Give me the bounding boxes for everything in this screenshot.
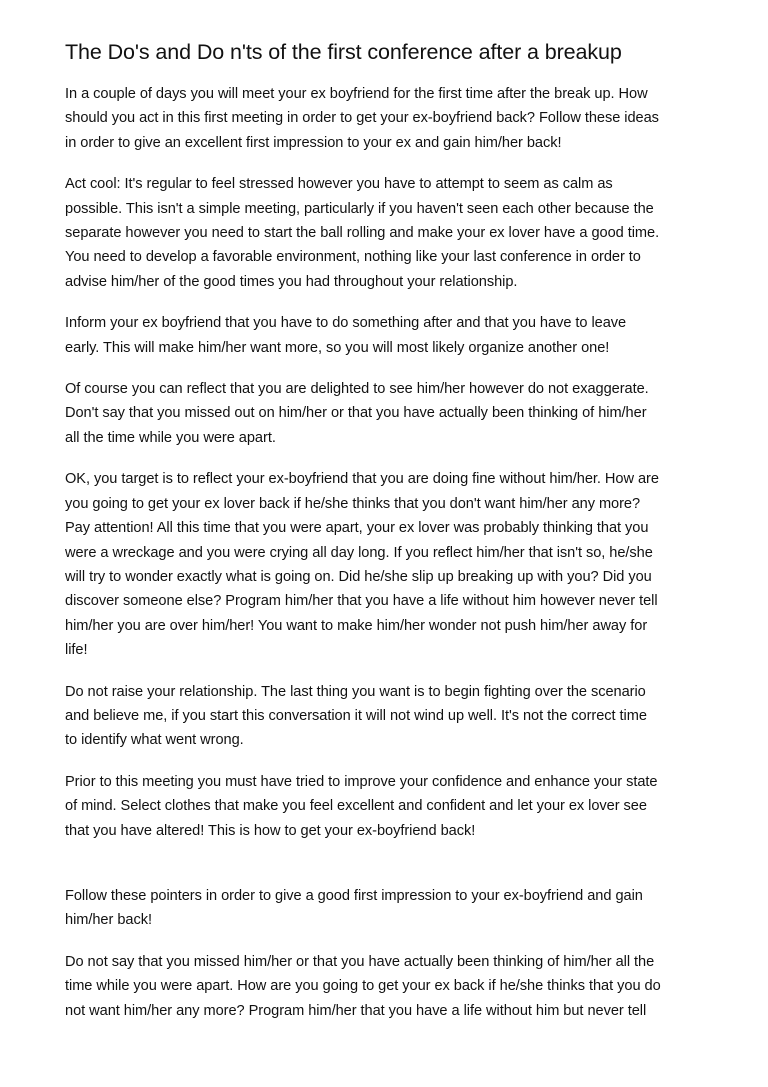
text-line: should you act in this first meeting in order to get your ex-boyfriend back? Follow these ideas: [65, 110, 659, 127]
text-line: to identify what went wrong.: [65, 732, 244, 749]
paragraph-act-cool: [65, 172, 725, 294]
paragraph-intro: [65, 82, 725, 155]
paragraph-follow-pointers: [65, 884, 725, 933]
text-line: Do not say that you missed him/her or that you have actually been thinking of him/her all the: [65, 953, 655, 970]
text-line: early. This will make him/her want more, so you will most likely organize another one!: [65, 339, 610, 356]
text-line: discover someone else? Program him/her that you have a life without him however never tell: [65, 593, 658, 610]
text-line: Prior to this meeting you must have tried to improve your confidence and enhance your state: [65, 773, 658, 790]
text-line: You need to develop a favorable environment, nothing like your last conference in order to: [65, 249, 641, 266]
text-line: Pay attention! All this time that you were apart, your ex lover was probably thinking that you: [65, 520, 649, 537]
text-line: time while you were apart. How are you going to get your ex back if he/she thinks that you do: [65, 978, 661, 995]
text-line: In a couple of days you will meet your ex boyfriend for the first time after the break up. How: [65, 86, 648, 102]
text-line: were a wreckage and you were crying all day long. If you reflect him/her that isn't so, he/she: [65, 544, 653, 561]
text-line: Don't say that you missed out on him/her or that you have actually been thinking of him/her: [65, 405, 647, 422]
paragraph-doing-fine: [65, 467, 725, 662]
document-title: The Do's and Do n'ts of the first conference after a breakup: [65, 40, 622, 64]
text-line: not want him/her any more? Program him/her that you have a life without him but never tell: [65, 1002, 647, 1019]
text-line: Inform your ex boyfriend that you have to do something after and that you have to leave: [65, 315, 627, 332]
text-line: life!: [65, 642, 88, 659]
paragraph-leave-early: [65, 311, 725, 360]
text-line: advise him/her of the good times you had throughout your relationship.: [65, 273, 518, 290]
text-line: Do not raise your relationship. The last thing you want is to begin fighting over the scenario: [65, 683, 646, 700]
paragraph-dont-exaggerate: [65, 377, 725, 450]
paragraph-confidence: [65, 770, 725, 843]
paragraph-relationship: [65, 680, 725, 753]
text-line: separate however you need to start the ball rolling and make your ex lover have a good time.: [65, 225, 660, 242]
text-line: of mind. Select clothes that make you feel excellent and confident and let your ex lover see: [65, 798, 647, 815]
document-page: [65, 38, 725, 1040]
text-line: him/her back!: [65, 912, 152, 929]
text-line: possible. This isn't a simple meeting, particularly if you haven't seen each other because the: [65, 200, 654, 217]
text-line: will try to wonder exactly what is going on. Did he/she slip up breaking up with you? Did you: [65, 568, 652, 585]
text-line: him/her you are over him/her! You want to make him/her wonder not push him/her away for: [65, 617, 648, 634]
text-line: Act cool: It's regular to feel stressed however you have to attempt to seem as calm as: [65, 176, 613, 193]
text-line: that you have altered! This is how to get your ex-boyfriend back!: [65, 822, 476, 839]
text-line: and believe me, if you start this conversation it will not wind up well. It's not the correct time: [65, 707, 647, 724]
text-line: in order to give an excellent first impression to your ex and gain him/her back!: [65, 134, 562, 151]
text-line: you going to get your ex lover back if he/she thinks that you don't want him/her any more?: [65, 495, 641, 512]
text-line: Follow these pointers in order to give a good first impression to your ex-boyfriend and gain: [65, 887, 643, 904]
text-line: Of course you can reflect that you are delighted to see him/her however do not exaggerate.: [65, 381, 649, 398]
paragraph-missed: [65, 950, 725, 1023]
text-line: OK, you target is to reflect your ex-boyfriend that you are doing fine without him/her. How are: [65, 471, 659, 488]
text-line: all the time while you were apart.: [65, 429, 276, 446]
